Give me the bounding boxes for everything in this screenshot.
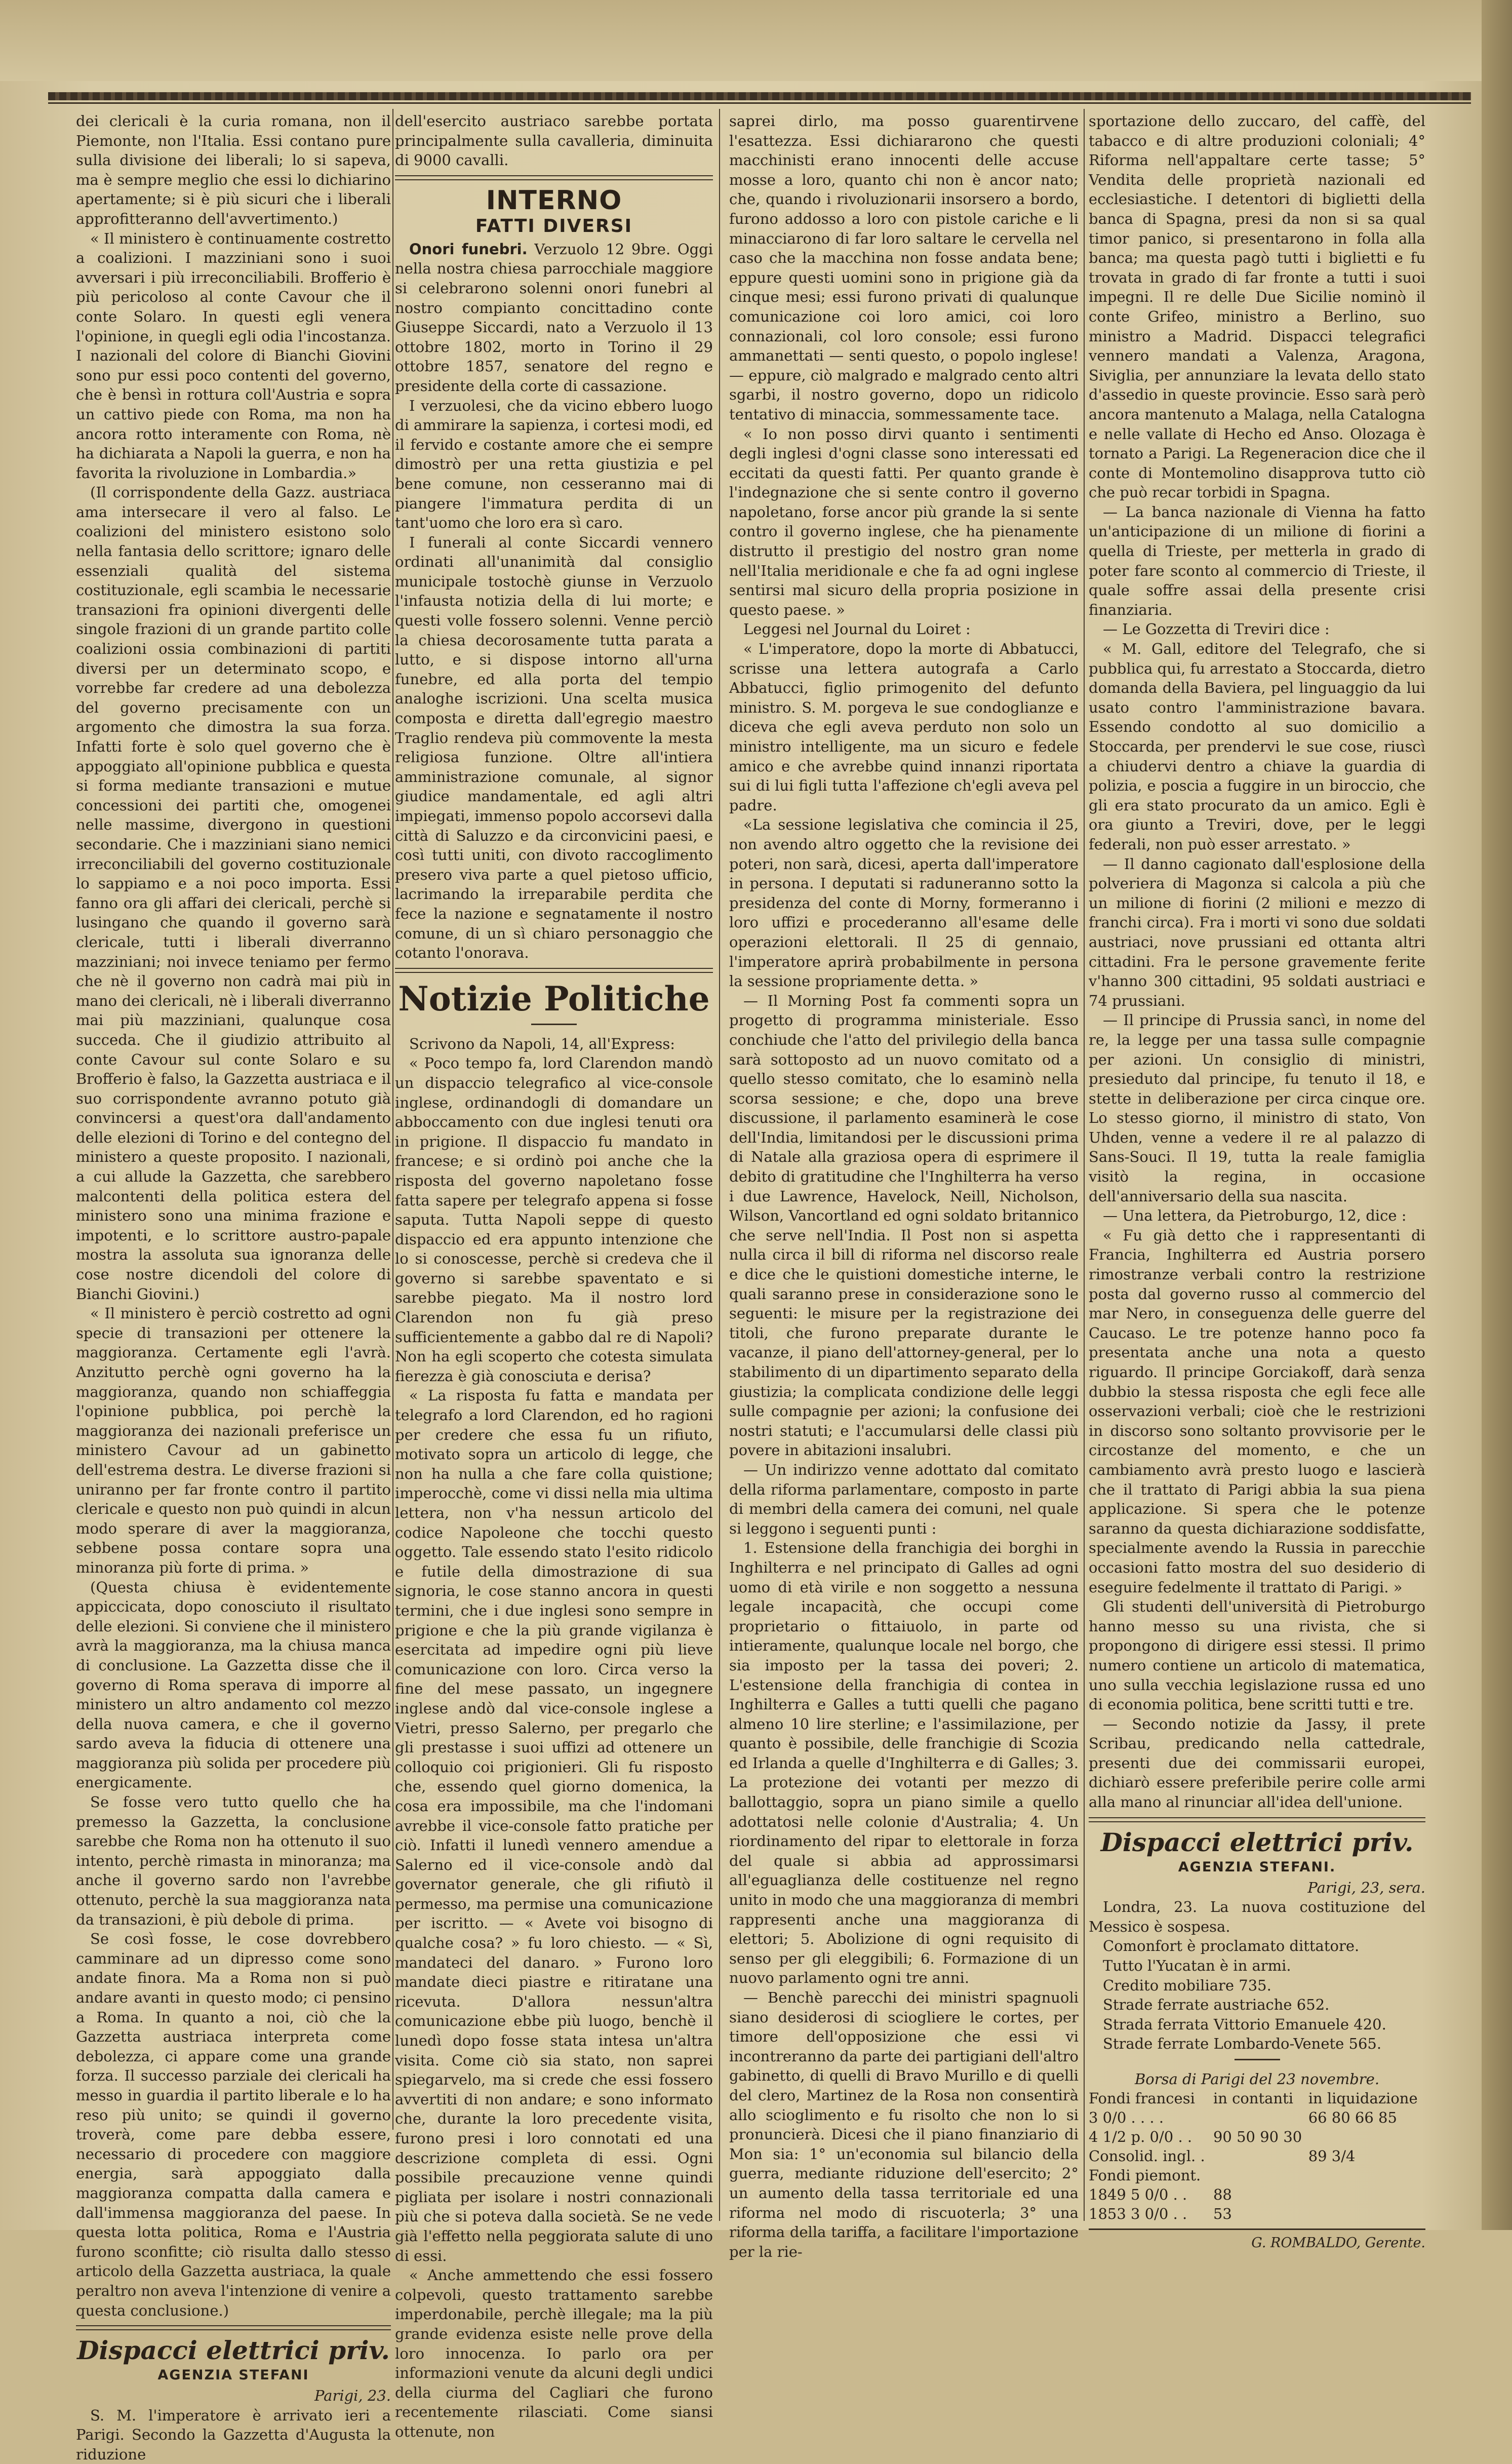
top-decorative-rule <box>48 92 1471 100</box>
paragraph: Se così fosse, le cose dovrebbero camminare ad un dipresso come sono andate finora. Ma a Roma non si può andare avanti in questo modo; ci pensino a Roma. In quanto a noi, ciò che la Gazzetta austriaca interpreta come debolezza, ci appare come una grande forza. Il successo parziale dei clericali ha messo in guardia il partito liberale e lo ha reso più unito; se quindi il governo troverà, come pare debba essere, necessario di procedere con maggiore energia, sarà appoggiato dalla maggioranza compatta dalla camera e dall'immensa maggioranza del paese. In questa lotta politica, Roma e l'Austria furono sconfitte; ciò risulta dallo stesso articolo della Gazzetta austriaca, la quale peraltro non aveva l'intenzione di venire a questa conclusione.) <box>76 1930 391 2319</box>
signature: G. ROMBALDO, Gerente. <box>1251 2235 1425 2251</box>
paragraph: S. M. l'imperatore è arrivato ieri a Parigi. Secondo la Gazzetta d'Augusta la riduzione <box>76 2406 391 2463</box>
wire-line: Credito mobiliare 735. <box>1103 1976 1271 1994</box>
table-cell: 3 0/0 . . . . <box>1089 2109 1164 2126</box>
paragraph: (Questa chiusa è evidentemente appiccicata, dopo conosciuto il risultato delle elezioni. Si conviene che il ministero avrà la maggioranza, ma la chiusa manca di conclusione. La Gazzetta disse che il governo di Roma sperava di imporre al ministero un altro andamento col mezzo della nuova camera, e che il governo sardo aveva la fiducia di ottenere una maggioranza più solida per procedere più energicamente. <box>76 1578 391 1791</box>
section-rule <box>76 2325 391 2330</box>
dispacci-header-col1 <box>76 2335 391 2383</box>
wire-line: Comonfort è proclamato dittatore. <box>1103 1937 1360 1955</box>
table-cell: 1849 5 0/0 . . <box>1089 2186 1187 2203</box>
column-2 <box>395 111 713 2440</box>
wire-line: Strada ferrata Vittorio Emanuele 420. <box>1103 2015 1386 2033</box>
interno-header <box>395 185 713 237</box>
agency-name: AGENZIA STEFANI <box>157 2367 309 2383</box>
section-rule <box>395 175 713 180</box>
column-rule <box>1084 109 1085 2221</box>
column-rule <box>719 109 720 2221</box>
table-cell: 4 1/2 p. 0/0 . . <box>1089 2128 1192 2145</box>
agency-name: AGENZIA STEFANI. <box>1178 1859 1336 1875</box>
short-rule <box>531 1024 577 1025</box>
short-rule <box>1235 2059 1280 2060</box>
table-cell: 1853 3 0/0 . . <box>1089 2205 1187 2222</box>
table-header-cell: in liquidazione <box>1308 2090 1418 2107</box>
notizie-header <box>395 979 713 1019</box>
paragraph: « M. Gall, editore del Telegrafo, che si pubblica qui, fu arrestato a Stoccarda, dietro domanda della Baviera, pel linguaggio da lui usato contro l'amministrazione bavara. Essendo condotto al suo domicilio a Stoccarda, per prendervi le sue cose, riuscì a chiudervi dentro a chiave la guardia di polizia, e poscia a fuggire in un biroccio, che gli era stato procurato da un amico. Egli è ora giunto a Treviri, dove, per le leggi federali, non può esser arrestato. » <box>1089 640 1425 853</box>
dispacci-header-col4 <box>1089 1827 1425 1875</box>
paragraph: — Le Gozzetta di Treviri dice : <box>1103 620 1330 638</box>
dateline: Parigi, 23. <box>314 2387 391 2405</box>
table-cell <box>1308 2166 1425 2185</box>
column-rule <box>392 109 393 2130</box>
closing-rule <box>1089 2228 1425 2230</box>
table-cell: 53 <box>1213 2205 1232 2222</box>
dateline: Parigi, 23, sera. <box>1307 1879 1425 1896</box>
column-3 <box>729 111 1079 2260</box>
table-cell <box>1308 2204 1425 2223</box>
top-margin <box>0 0 1512 81</box>
table-header-row <box>1089 2089 1425 2108</box>
table-cell <box>1308 2127 1425 2146</box>
paragraph: Scrivono da Napoli, 14, all'Express: <box>409 1035 675 1052</box>
table-cell: 89 3/4 <box>1308 2147 1356 2165</box>
paragraph: 1. Estensione della franchigia dei borghi in Inghilterra e nel principato di Galles ad ogni uomo di età virile e non soggetto a nessuna legale incapacità, che occupi come proprietario o fittaiuolo, in parte od intieramente, qualunque locale nel borgo, che sia imposto per la tassa dei poveri; 2. L'estensione della franchigia di contea in Inghilterra e Galles a tutti quelli che pagano almeno 10 lire sterline; e l'assimilazione, per quanto è possibile, delle franchigie di Scozia ed Irlanda a quelle d'Inghilterra e di Galles; 3. La protezione dei votanti per mezzo di ballottaggio, sopra un piano simile a quello adottatosi nelle colonie d'Australia; 4. Un riordinamento del ripar to elettorale in forza del quale si abbia ad approssimarsi all'eguaglianza delle costituenze nel regno unito in modo che una maggioranza di membri rappresenti anche una maggioranza di elettori; 5. Abolizione di ogni requisito di senso per gli eleggibili; 6. Formazione di un nuovo parlamento ogni tre anni. <box>729 1539 1079 1987</box>
table-header-cell: in contanti <box>1213 2090 1294 2107</box>
paragraph: — Secondo notizie da Jassy, il prete Scribau, predicando nella cattedrale, presenti due dei commissarii europei, dichiarò essere preferibile perire colle armi alla mano al rinunciar all'idea dell'unione. <box>1089 1715 1425 1811</box>
paragraph: (Il corrispondente della Gazz. austriaca ama intersecare il vero al falso. Le coalizioni del ministero esistono solo nella fantasia dello scrittore; ignaro delle essenziali qualità del sistema costituzionale, egli scambia le necessarie transazioni fra opinioni divergenti delle singole frazioni di un grande partito colle coalizioni ossia combinazioni di partiti diversi per un determinato scopo, e vorrebbe far credere ad una debolezza del governo precisamente con un argomento che dimostra la sua forza. Infatti forte è solo quel governo che è appoggiato all'opinione pubblica e questa si forma mediante transazioni e mutue concessioni dei partiti che, omogenei nelle massime, divergono in questioni secondarie. Che i mazziniani siano nemici irreconciliabili del governo costituzionale lo sappiamo e a noi poco importa. Essi fanno ora gli affari dei clericali, perchè si lusingano che quando il governo sarà clericale, tutti i liberali diverranno mazziniani; noi invece teniamo per fermo che nè il governo non cadrà mai più in mano dei clericali, nè i liberali diverranno mai più mazziniani, qualunque cosa succeda. Che il giudizio attribuito al conte Cavour sul conte Solaro e su Brofferio è falso, la Gazzetta austriaca e il suo corrispondente avranno potuto già convincersi a quest'ora dall'andamento delle elezioni di Torino e del contegno del ministero a queste proposito. I nazionali, a cui allude la Gazzetta, che sarebbero malcontenti della politica estera del ministero sono una minima frazione e impotenti, e lo scrittore austro-papale mostra la assoluta sua ignoranza delle cose nostre dicendoli del colore di Bianchi Giovini.) <box>76 484 391 1303</box>
paragraph: — Il Morning Post fa commenti sopra un progetto di programma ministeriale. Esso conchiude che l'atto del privilegio della banca sarà sottoposto ad un nuovo comitato od a quello stesso comitato, che lo esaminò nella scorsa sessione; e che, dopo una breve discussione, il parlamento esaminerà le cose dell'India, limitandosi per le discussioni prima di Natale alla graziosa opera di esprimere il debito di gratitudine che l'Inghilterra ha verso i due Lawrence, Havelock, Neill, Nicholson, Wilson, Vancortland ed ogni soldato britannico che serve nell'India. Il Post non si aspetta nulla circa il bill di riforma nel discorso reale e dice che le quistioni domestiche interne, le quali saranno prese in considerazione sono le seguenti: le misure per la registrazione dei titoli, che furono preparate durante le vacanze, il piano dell'attorney-general, per lo stabilimento di un dipartimento separato della giustizia; la complicata condizione delle leggi sulle compagnie per azioni; la confusione dei nostri statuti; e l'accumularsi delle classi più povere in abitazioni insalubri. <box>729 992 1079 1459</box>
paragraph: dei clericali è la curia romana, non il Piemonte, non l'Italia. Essi contano pure sulla divisione dei liberali; lo si sapeva, ma è sempre meglio che essi lo dichiarino apertamente; si è più sicuri che i liberali approfitteranno dell'avvertimento.) <box>76 112 391 227</box>
paragraph: « Poco tempo fa, lord Clarendon mandò un dispaccio telegrafico al vice-console inglese, ordinandogli di domandare un abboccamento con due inglesi tenuti ora in prigione. Il dispaccio fu mandato in francese; e si ordinò poi anche che la risposta del governo napoletano fosse fatta sapere per telegrafo appena si fosse saputa. Tutta Napoli seppe di questo dispaccio ed era appunto intenzione che lo si conoscesse, perchè si credeva che il governo si sarebbe spaventato e si sarebbe piegato. Ma il nostro lord Clarendon non fu già preso sufficientemente a gabbo dal re di Napoli? Non ha egli scoperto che cotesta simulata fierezza è già conosciuta e derisa? <box>395 1054 713 1385</box>
paragraph: I verzuolesi, che da vicino ebbero luogo di ammirare la sapienza, i cortesi modi, ed il fervido e costante amore che ei sempre dimostrò per una retta giustizia e pel bene comune, non cesseranno mai di piangere l'immatura perdita di un tant'uomo che loro era sì caro. <box>395 397 713 532</box>
dispacci-title: Dispacci elettrici priv. <box>77 2335 390 2366</box>
paragraph <box>395 240 713 396</box>
table-cell: 90 50 90 30 <box>1213 2128 1302 2145</box>
table-row <box>1089 2166 1425 2185</box>
borsa-title: Borsa di Parigi del 23 novembre. <box>1134 2070 1380 2088</box>
paragraph: « Anche ammettendo che essi fossero colpevoli, questo trattamento sarebbe imperdonabile, perchè illegale; ma la più grande evidenza esiste nelle prove della loro innocenza. Io parlo ora per informazioni venute da alcuni degli undici della ciurma del Cagliari che furono recentemente rilasciati. Come siansi ottenute, non <box>395 2266 713 2440</box>
table-cell: 66 80 66 85 <box>1308 2109 1397 2126</box>
borsa-table <box>1089 2089 1425 2223</box>
table-row <box>1089 2185 1425 2204</box>
paragraph: « Fu già detto che i rappresentanti di Francia, Inghilterra ed Austria porsero rimostranze verbali contro la restrizione posta dal governo russo al commercio del mar Nero, in conseguenza delle guerre del Caucaso. Le tre potenze hanno poco fa presentata anche una nota a questo riguardo. Il principe Gorciakoff, darà senza dubbio la stessa risposta che egli fece alle osservazioni verbali; cioè che le restrizioni in discorso sono soltanto provvisorie per le circostanze del momento, e che un cambiamento avrà presto luogo e lascierà che il trattato di Parigi abbia la sua piena applicazione. Si spera che le potenze saranno da questa dichiarazione soddisfatte, specialmente avendo la Russia in parecchie occasioni fatto mostra del suo desiderio di eseguire fedelmente il trattato di Parigi. » <box>1089 1226 1425 1596</box>
section-subtitle: FATTI DIVERSI <box>475 215 633 237</box>
page-edge-shadow <box>1482 0 1512 2230</box>
table-cell: Consolid. ingl. . <box>1089 2147 1205 2165</box>
paragraph: I funerali al conte Siccardi vennero ordinati all'unanimità dal consiglio municipale tostochè giunse in Verzuolo l'infausta notizia della di lui morte; e questi volle fossero solenni. Venne perciò la chiesa decorosamente tutta parata a lutto, e si dispose intorno all'urna funebre, ed alla porta del tempio analoghe iscrizioni. Una scelta musica composta e diretta dall'egregio maestro Traglio rendeva più commovente la mesta religiosa funzione. Oltre all'intiera amministrazione comunale, al signor giudice mandamentale, ed agli altri impiegati, immenso popolo accorsevi dalla città di Saluzzo e da circonvicini paesi, e così tutti uniti, con divoto raccoglimento presero viva parte a quel pietoso ufficio, lacrimando la irreparabile perdita che fece la nazione e segnatamente il nostro comune, di un sì chiaro personaggio che cotanto l'onorava. <box>395 533 713 962</box>
column-1 <box>76 111 391 2463</box>
top-thin-rule <box>48 102 1471 104</box>
table-cell <box>1213 2166 1308 2185</box>
paragraph: Gli studenti dell'università di Pietroburgo hanno messo su una rivista, che si propongono di dirigere essi stessi. Il primo numero contiene un articolo di matematica, uno sulla vecchia legislazione russa ed uno di economia politica, bene scritti tutti e tre. <box>1089 1598 1425 1713</box>
paragraph: « L'imperatore, dopo la morte di Abbatucci, scrisse una lettera autografa a Carlo Abbatucci, figlio primogenito del defunto ministro. S. M. porgeva le sue condoglianze e diceva che egli aveva perduto non solo un ministro intelligente, ma un sicuro e fedele amico e che avrebbe quind innanzi riportata sui di lui figli tutta l'affezione ch'egli aveva pel padre. <box>729 640 1079 814</box>
paragraph: Leggesi nel Journal du Loiret : <box>743 620 971 638</box>
table-row <box>1089 2204 1425 2223</box>
table-cell <box>1308 2185 1425 2204</box>
table-row <box>1089 2127 1425 2146</box>
paragraph-text: Verzuolo 12 9bre. Oggi nella nostra chiesa parrocchiale maggiore si celebrarono solenni onori funebri al nostro compianto concittadino conte Giuseppe Siccardi, nato a Verzuolo il 13 ottobre 1802, morto in Torino il 29 ottobre 1857, senatore del regno e presidente della corte di cassazione. <box>395 240 713 395</box>
paragraph: « Il ministero è continuamente costretto a coalizioni. I mazziniani sono i suoi avversari i più irreconciliabili. Brofferio è più pericoloso al conte Cavour che il conte Solaro. In questi egli venera l'opinione, in quegli egli odia l'incostanza. I nazionali del colore di Bianchi Giovini sono pur essi poco contenti del governo, che è bensì in rottura coll'Austria e sopra un cattivo piede con Roma, ma non ha ancora rotto interamente con Roma, nè ha dichiarata a Napoli la guerra, e non ha favorita la rivoluzione in Lombardia.» <box>76 229 391 482</box>
table-header-cell: Fondi francesi <box>1089 2090 1195 2107</box>
section-title: INTERNO <box>486 185 622 216</box>
section-rule <box>395 968 713 973</box>
table-row <box>1089 2108 1425 2127</box>
table-cell: 88 <box>1213 2186 1232 2203</box>
column-4 <box>1089 111 1425 2251</box>
paragraph: saprei dirlo, ma posso guarentirvene l'esattezza. Essi dichiararono che questi macchinisti erano innocenti delle accuse mosse a loro, quanto chi non è ancor nato; che, quando i rivoluzionarii insorsero a bordo, furono addosso a loro con pistole cariche e li minacciarono di far loro saltare le cervella nel caso che la macchina non fosse andata bene; eppure questi uomini sono in prigione già da cinque mesi; essi furono privati di qualunque comunicazione coi loro amici, coi loro connazionali, col loro console; essi furono ammanettati — senti questo, o popolo inglese! — eppure, ciò malgrado e malgrado cento altri sgarbi, il nostro governo, dopo un ridicolo tentativo di minaccia, sommessamente tace. <box>729 112 1079 423</box>
section-rule <box>1089 1817 1425 1822</box>
paragraph: «La sessione legislativa che comincia il 25, non avendo altro oggetto che la revisione dei poteri, non sarà, dicesi, aperta dall'imperatore in persona. I deputati si raduneranno sotto la presidenza del conte di Morny, formeranno i loro uffizi e procederanno all'esame delle operazioni elettorali. Il 25 di gennaio, l'imperatore aprirà probabilmente in persona la sessione propriamente detta. » <box>729 816 1079 990</box>
runin-heading: Onori funebri. <box>409 240 528 258</box>
wire-line: Tutto l'Yucatan è in armi. <box>1103 1957 1291 1975</box>
paragraph: — Un indirizzo venne adottato dal comitato della riforma parlamentare, composto in parte di membri della camera dei comuni, nel quale si leggono i seguenti punti : <box>729 1461 1079 1537</box>
paragraph: sportazione dello zuccaro, del caffè, del tabacco e di altre produzioni coloniali; 4° Riforma nell'appaltare certe tasse; 5° Vendita delle proprietà nazionali ed ecclesiastiche. I detentori di biglietti della banca di Spagna, presi da non si sa qual timor panico, si presentarono in folla alla banca; ma questa pagò tutti i biglietti e fu trovata in grado di far fronte a tutti i suoi impegni. Il re delle Due Sicilie nominò il conte Grifeo, ministro a Berlino, suo ministro a Madrid. Dispacci telegrafici vennero mandati a Valenza, Aragona, Siviglia, per annunziare la levata dello stato d'assedio in queste provincie. Esso sarà però ancora mantenuto a Malaga, nella Catalogna e nelle vallate di Hecho ed Anso. Olozaga è tornato a Parigi. La Regeneracion dice che il conte di Montemolino disapprova tutto ciò che può recar torbidi in Spagna. <box>1089 112 1425 501</box>
paragraph: — Il danno cagionato dall'esplosione della polveriera di Magonza si calcola a più che un milione di fiorini (2 milioni e mezzo di franchi circa). Fra i morti vi sono due soldati austriaci, nove prussiani ed ottanta altri cittadini. Fra le persone gravemente ferite v'hanno 300 cittadini, 95 soldati austriaci e 74 prussiani. <box>1089 855 1425 1009</box>
wire-line: Strade ferrate austriache 652. <box>1103 1996 1330 2014</box>
paragraph: — Benchè parecchi dei ministri spagnuoli siano desiderosi di sciogliere le cortes, per timore dell'opposizione che essi vi incontreranno da parte dei partigiani dell'altro gabinetto, di quelli di Bravo Murillo e di quelli del clero, Martinez de la Rosa non consentirà allo scioglimento e fu risolto che non lo si pronuncierà. Dicesi che il piano finanziario di Mon sia: 1° un'economia sul bilancio della guerra, mediante riduzione dell'esercito; 2° un aumento della tassa territoriale ed una riforma nel modo di riscuoterla; 3° una riforma della tariffa, a facilitare l'importazione per la rie- <box>729 1989 1079 2260</box>
paragraph: « Il ministero è perciò costretto ad ogni specie di transazioni per ottenere la maggioranza. Certamente egli l'avrà. Anzitutto perchè ogni governo ha la maggioranza, quando non schiaffeggia l'opinione pubblica, poi perchè la maggioranza dei nazionali preferisce un ministero Cavour ad un gabinetto dell'estrema destra. Le diverse frazioni si uniranno per far fronte contro il partito clericale e questo non può quindi in alcun modo sperare di aver la maggioranza, sebbene possa contare sopra una minoranza più forte di prima. » <box>76 1305 391 1576</box>
paragraph: « Io non posso dirvi quanto i sentimenti degli inglesi d'ogni classe sono interessati ed eccitati da questi fatti. Per quanto grande è l'indegnazione che si sente contro il governo napoletano, forse ancor più grande la si sente contro il governo inglese, che ha pienamente distrutto il prestigio del nostro gran nome nell'Italia meridionale e che fa ad ogni inglese sentirsi mal sicuro della propria posizione in questo paese. » <box>729 425 1079 618</box>
paragraph: — La banca nazionale di Vienna ha fatto un'anticipazione di un milione di fiorini a quella di Trieste, per metterla in grado di poter fare sconto al commercio di Trieste, il quale soffre assai della presente crisi finanziaria. <box>1089 503 1425 618</box>
dispacci-title: Dispacci elettrici priv. <box>1100 1827 1414 1857</box>
table-row <box>1089 2146 1425 2166</box>
paragraph: dell'esercito austriaco sarebbe portata principalmente sulla cavalleria, diminuita di 9000 cavalli. <box>395 112 713 169</box>
paragraph: — Una lettera, da Pietroburgo, 12, dice : <box>1103 1207 1407 1225</box>
paragraph: — Il principe di Prussia sancì, in nome del re, la legge per una tassa sulle compagnie per azioni. Un consiglio di ministri, presieduto dal principe, fu tenuto il 18, e stette in deliberazione per circa cinque ore. Lo stesso giorno, il ministro di stato, Von Uhden, venne a vedere il re al palazzo di Sans-Souci. Il 19, tutta la reale famiglia visitò la regina, in occasione dell'anniversario della sua nascita. <box>1089 1011 1425 1205</box>
paragraph: « La risposta fu fatta e mandata per telegrafo a lord Clarendon, ed ho ragioni per credere che essa fu un rifiuto, motivato sopra un articolo di legge, che non ha nulla a che fare colla quistione; imperocchè, come vi dissi nella mia ultima lettera, non v'ha nessun articolo del codice Napoleone che tocchi questo oggetto. Tale essendo stato l'esito ridicolo e futile della dimostrazione di sua signoria, le cose stanno ancora in questi termini, che i due inglesi sono sempre in prigione e che la più grande vigilanza è esercitata ad impedire ogni più lieve comunicazione con loro. Circa verso la fine del mese passato, un ingegnere inglese andò dal vice-console inglese a Vietri, presso Salerno, per pregarlo che gli prestasse i suoi uffizi ad ottenere un colloquio coi prigionieri. Gli fu risposto che, essendo quel giorno domenica, la cosa era impossibile, ma che l'indomani avrebbe il vice-console fatto pratiche per ciò. Infatti il lunedì vennero amendue a Salerno ed il vice-console andò dal governator generale, che gli rifiutò il permesso, ma permise una comunicazione per iscritto. — « Avete voi bisogno di qualche cosa? » fu loro chiesto. — « Sì, mandateci del danaro. » Furono loro mandate dieci piastre e ritiratane una ricevuta. D'allora nessun'altra comunicazione ebbe più luogo, benchè il lunedì dopo fosse stata intesa un'altra visita. Come ciò sia stato, non saprei spiegarvelo, ma si crede che essi fossero avvertiti di non andare; e sono informato che, durante la loro precedente visita, furono presi i loro connotati ed una descrizione completa di essi. Ogni possibile precauzione venne quindi pigliata per isolare i nostri connazionali più che si poteva dalla società. Se ne vede già l'effetto nella peggiorata salute di uno di essi. <box>395 1387 713 2264</box>
section-title: Notizie Politiche <box>398 979 710 1019</box>
paragraph: Londra, 23. La nuova costituzione del Messico è sospesa. <box>1089 1898 1425 1935</box>
paragraph: Se fosse vero tutto quello che ha premesso la Gazzetta, la conclusione sarebbe che Roma non ha ottenuto il suo intento, perchè rimasta in minoranza; ma anche il governo sardo non l'avrebbe ottenuto, perchè la sua maggioranza nata da transazioni, è più debole di prima. <box>76 1793 391 1928</box>
wire-list <box>1089 1936 1425 2054</box>
table-cell <box>1213 2108 1308 2127</box>
wire-line: Strade ferrate Lombardo-Venete 565. <box>1103 2035 1382 2053</box>
table-cell <box>1213 2146 1308 2166</box>
table-cell: Fondi piemont. <box>1089 2167 1201 2184</box>
